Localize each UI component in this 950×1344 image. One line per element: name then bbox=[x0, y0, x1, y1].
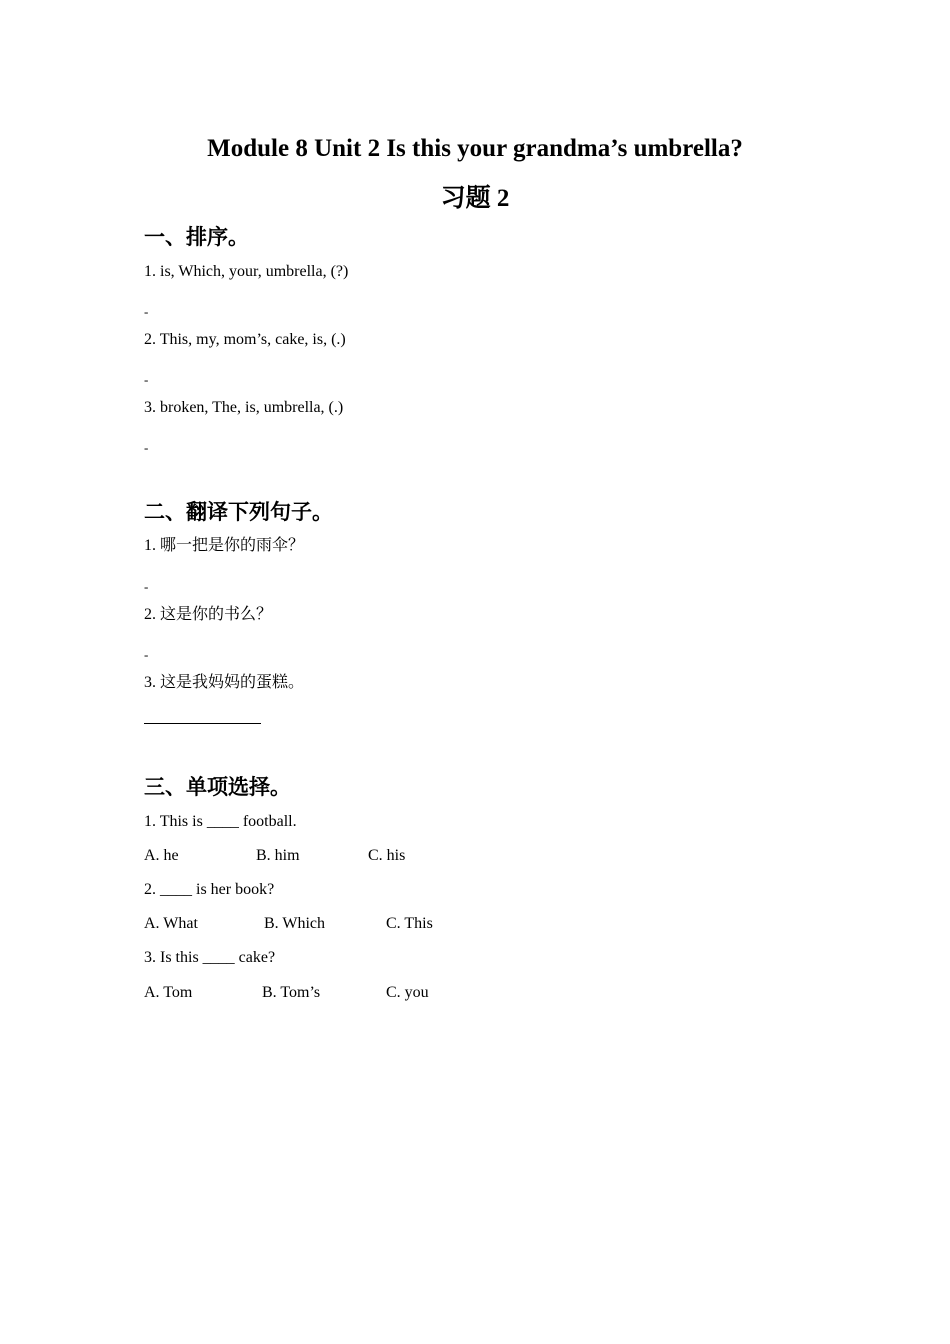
ordering-answer-3: - bbox=[144, 440, 149, 455]
page-subtitle: 习题 2 bbox=[440, 185, 510, 212]
choice-1-option-c: C. his bbox=[368, 847, 406, 864]
choice-question-1: 1. This is ____ football. bbox=[144, 813, 297, 830]
choice-1-option-a: A. he bbox=[144, 847, 179, 864]
choice-2-option-c: C. This bbox=[386, 915, 433, 932]
choice-question-3: 3. Is this ____ cake? bbox=[144, 949, 276, 966]
choice-3-option-c: C. you bbox=[386, 984, 429, 1001]
translation-answer-line-3 bbox=[144, 723, 261, 724]
ordering-question-3: 3. broken, The, is, umbrella, (.) bbox=[144, 399, 344, 416]
choice-3-option-a: A. Tom bbox=[144, 984, 193, 1001]
translation-question-2: 2. 这是你的书么？ bbox=[144, 606, 273, 623]
section-heading-choice: 三、单项选择。 bbox=[144, 775, 291, 799]
choice-question-2: 2. ____ is her book? bbox=[144, 881, 275, 898]
ordering-question-1: 1. is, Which, your, umbrella, (?) bbox=[144, 263, 349, 280]
translation-answer-1: - bbox=[144, 579, 149, 594]
translation-question-3: 3. 这是我妈妈的蛋糕。 bbox=[144, 674, 305, 691]
choice-1-option-b: B. him bbox=[256, 847, 300, 864]
ordering-answer-1: - bbox=[144, 304, 149, 319]
ordering-answer-2: - bbox=[144, 372, 149, 387]
section-heading-ordering: 一、排序。 bbox=[144, 225, 249, 249]
translation-question-1: 1. 哪一把是你的雨伞？ bbox=[144, 537, 305, 554]
translation-answer-2: - bbox=[144, 647, 149, 662]
page-title: Module 8 Unit 2 Is this your grandma’s umbrella? bbox=[207, 135, 743, 162]
choice-2-option-a: A. What bbox=[144, 915, 198, 932]
ordering-question-2: 2. This, my, mom’s, cake, is, (.) bbox=[144, 331, 346, 348]
choice-3-option-b: B. Tom’s bbox=[262, 984, 321, 1001]
choice-2-option-b: B. Which bbox=[264, 915, 326, 932]
section-heading-translation: 二、翻译下列句子。 bbox=[144, 500, 333, 524]
